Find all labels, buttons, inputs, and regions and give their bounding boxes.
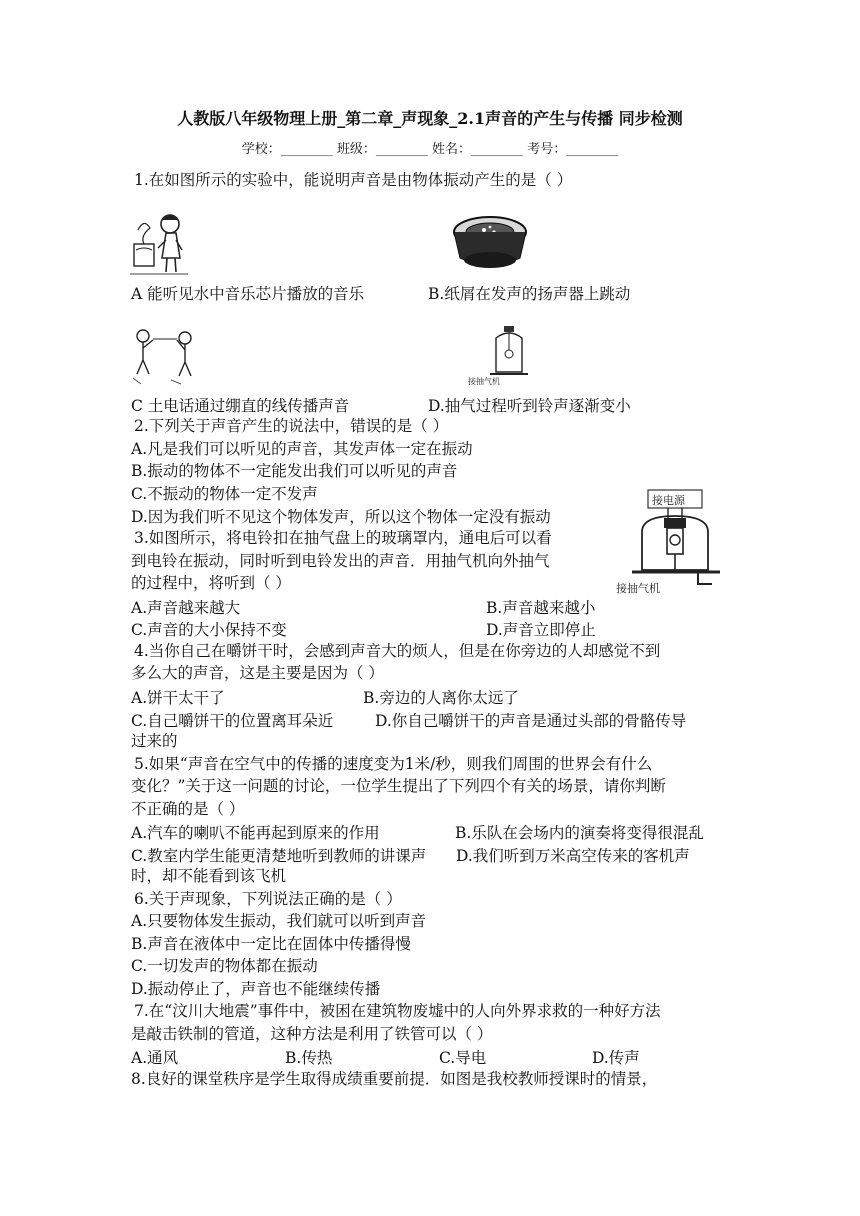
q7-option-c: C.导电	[439, 1049, 487, 1067]
q2-option-b: B.振动的物体不一定能发出我们可以听见的声音	[131, 462, 458, 480]
q4-option-d-line-2: 过来的	[131, 732, 178, 750]
q7-option-a: A.通风	[131, 1049, 179, 1067]
q3-option-c: C.声音的大小保持不变	[131, 621, 287, 639]
q5-stem-line-3: 不正确的是（ ）	[131, 800, 245, 818]
q7-option-b: B.传热	[285, 1049, 333, 1067]
q3-stem-line-2: 到电铃在振动，同时听到电铃发出的声音．用抽气机向外抽气	[131, 552, 550, 570]
q7-option-d: D.传声	[592, 1049, 640, 1067]
q5-option-d-line-2: 时，却不能看到该飞机	[131, 867, 287, 885]
q7-stem-line-2: 是敲击铁制的管道，这种方法是利用了铁管可以（ ）	[131, 1025, 493, 1043]
q3-option-b: B.声音越来越小	[486, 599, 596, 617]
q7-stem-line-1: 7.在“汶川大地震”事件中，被困在建筑物废墟中的人向外界求救的一种好方法	[134, 1002, 661, 1020]
q4-option-a: A.饼干太干了	[131, 689, 225, 707]
q1-figure-b	[450, 212, 530, 274]
q5-option-a: A.汽车的喇叭不能再起到原来的作用	[131, 824, 380, 842]
q1-figure-c	[131, 326, 197, 386]
q4-stem-line-2: 多么大的声音，这是主要是因为（ ）	[131, 664, 384, 682]
q6-option-d: D.振动停止了，声音也不能继续传播	[131, 980, 381, 998]
q8-stem: 8.良好的课堂秩序是学生取得成绩重要前提．如图是我校教师授课时的情景，	[131, 1070, 658, 1088]
q2-option-d: D.因为我们听不见这个物体发声，所以这个物体一定没有振动	[131, 508, 551, 526]
q1-figure-d	[466, 324, 532, 388]
q3-option-d: D.声音立即停止	[486, 621, 596, 639]
q1-option-a: A 能听见水中音乐芯片播放的音乐	[131, 285, 365, 303]
q6-stem: 6.关于声现象，下列说法正确的是（ ）	[134, 890, 402, 908]
q1-option-c: C 土电话通过绷直的线传播声音	[131, 397, 350, 415]
q1-figure-a	[130, 210, 190, 278]
q6-option-c: C.一切发声的物体都在振动	[131, 957, 318, 975]
q1-option-b: B.纸屑在发声的扬声器上跳动	[428, 285, 631, 303]
q3-figure-top-label: 接电源	[652, 494, 685, 507]
q1-figure-d-label: 接抽气机	[468, 377, 500, 386]
q6-option-b: B.声音在液体中一定比在固体中传播得慢	[131, 935, 411, 953]
q4-option-c: C.自己嚼饼干的位置离耳朵近	[131, 712, 334, 730]
q6-option-a: A.只要物体发生振动，我们就可以听到声音	[131, 912, 427, 930]
q2-stem: 2.下列关于声音产生的说法中，错误的是（ ）	[134, 417, 449, 435]
q5-option-c: C.教室内学生能更清楚地听到教师的讲课声	[131, 847, 427, 865]
q2-option-c: C.不振动的物体一定不发声	[131, 485, 318, 503]
q5-stem-line-1: 5.如果“声音在空气中的传播的速度变为1米/秒，则我们周围的世界会有什么	[134, 755, 653, 773]
student-info-line: 学校：________ 班级：________ 姓名：________ 考号：________	[241, 142, 619, 157]
document-title: 人教版八年级物理上册_第二章_声现象_2.1声音的产生与传播 同步检测	[177, 109, 683, 128]
q1-option-d: D.抽气过程听到铃声逐渐变小	[428, 397, 631, 415]
q1-stem: 1.在如图所示的实验中，能说明声音是由物体振动产生的是（ ）	[134, 171, 573, 189]
q3-stem-line-1: 3.如图所示，将电铃扣在抽气盘上的玻璃罩内，通电后可以看	[134, 529, 552, 547]
q5-option-b: B.乐队在会场内的演奏将变得很混乱	[455, 824, 704, 842]
q3-figure-bottom-label: 接抽气机	[616, 582, 660, 595]
q2-option-a: A.凡是我们可以听见的声音，其发声体一定在振动	[131, 440, 473, 458]
q3-option-a: A.声音越来越大	[131, 599, 241, 617]
q5-option-d-line-1: D.我们听到万米高空传来的客机声	[456, 847, 690, 865]
q4-option-d-line-1: D.你自己嚼饼干的声音是通过头部的骨骼传导	[375, 712, 687, 730]
q3-figure-bell-jar	[612, 488, 738, 600]
q3-stem-line-3: 的过程中，将听到（ ）	[131, 574, 291, 592]
q4-stem-line-1: 4.当你自己在嚼饼干时，会感到声音大的烦人，但是在你旁边的人却感觉不到	[134, 642, 661, 660]
q4-option-b: B.旁边的人离你太远了	[363, 689, 519, 707]
q5-stem-line-2: 变化？”关于这一问题的讨论，一位学生提出了下列四个有关的场景，请你判断	[131, 777, 666, 795]
